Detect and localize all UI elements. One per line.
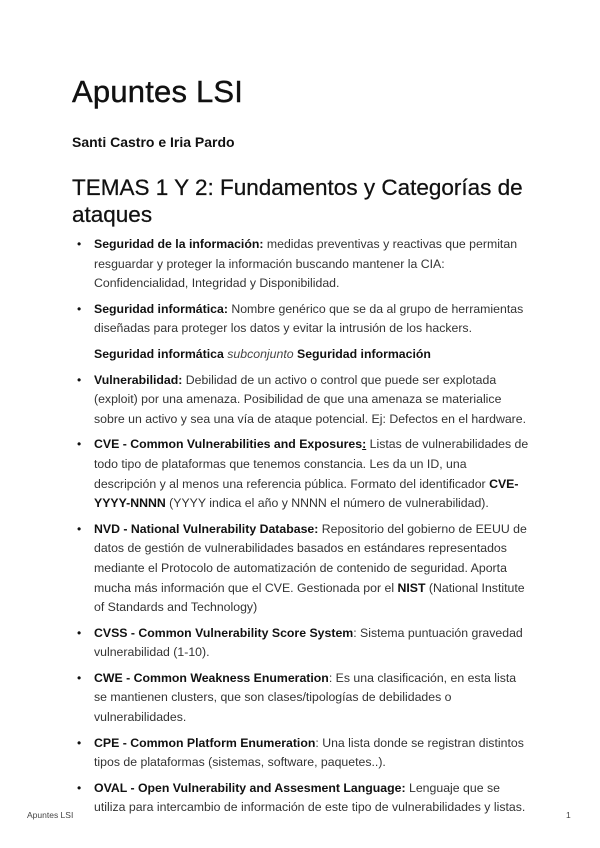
item-term: NVD - National Vulnerability Database: bbox=[94, 521, 319, 536]
list-item bbox=[72, 624, 532, 663]
bullet-icon: • bbox=[77, 670, 82, 685]
list-item bbox=[72, 300, 532, 339]
item-term-suffix: : bbox=[362, 437, 367, 452]
item-text: : Una lista donde se registran distintos tipos de plataformas (sistemas, software, paquetes..). bbox=[94, 735, 524, 770]
item-term: CVSS - Common Vulnerability Score System bbox=[94, 625, 354, 640]
bullet-icon: • bbox=[77, 521, 82, 536]
footer-title: Apuntes LSI bbox=[27, 810, 74, 820]
item-term: CVE - Common Vulnerabilities and Exposures bbox=[94, 437, 363, 452]
item-text: Listas de vulnerabilidades de todo tipo de plataformas que tenemos constancia. Les da un ID, una descripción y al menos una referencia pública. Formato del identificador bbox=[94, 437, 529, 491]
bullet-icon: • bbox=[77, 437, 82, 452]
item-text: Debilidad de un activo o control que puede ser explotada (exploit) por una amenaza. Posibilidad de que una amenaza se materialice sobre un activo y sea una vía de ataque potencial. Ej: Defectos en el hardware. bbox=[94, 372, 527, 426]
page-number: 1 bbox=[566, 810, 571, 820]
item-text: Nombre genérico que se da al grupo de herramientas diseñadas para proteger los datos y evitar la intrusión de los hackers. bbox=[94, 301, 524, 336]
item-term: OVAL - Open Vulnerability and Assesment Language: bbox=[94, 780, 406, 795]
bullet-icon: • bbox=[77, 372, 82, 387]
note-right: Seguridad información bbox=[297, 346, 431, 361]
item-term: CPE - Common Platform Enumeration bbox=[94, 735, 316, 750]
list-item bbox=[72, 520, 532, 618]
list-item bbox=[72, 371, 532, 430]
item-term: Seguridad de la información: bbox=[94, 237, 264, 251]
item-term: CWE - Common Weakness Enumeration bbox=[94, 670, 329, 685]
note-middle: subconjunto bbox=[227, 346, 294, 361]
bullet-icon: • bbox=[77, 625, 82, 640]
item-term: Vulnerabilidad: bbox=[94, 372, 183, 387]
authors-line: Santi Castro e Iria Pardo bbox=[72, 134, 235, 150]
bullet-icon: • bbox=[77, 735, 82, 750]
list-item bbox=[72, 734, 532, 773]
list-item bbox=[72, 235, 532, 294]
list-item bbox=[72, 435, 532, 513]
item-code: NIST bbox=[397, 580, 426, 595]
bullet-icon: • bbox=[77, 780, 82, 795]
item-text: : Sistema puntuación gravedad vulnerabilidad (1-10). bbox=[94, 625, 523, 660]
item-term: Seguridad informática: bbox=[94, 301, 228, 316]
document-title: Apuntes LSI bbox=[72, 74, 244, 109]
item-code: CVE-YYYY-NNNN bbox=[94, 476, 519, 511]
list-item bbox=[72, 779, 532, 818]
item-text: medidas preventivas y reactivas que permitan resguardar y proteger la información buscando mantener la CIA: Confidencialidad, Integridad y Disponibilidad. bbox=[94, 237, 518, 291]
list-item bbox=[72, 669, 532, 728]
note-left: Seguridad informática bbox=[94, 346, 224, 361]
item-text: Repositorio del gobierno de EEUU de datos de gestión de vulnerabilidades basados en estándares representados mediante el Protocolo de automatización de contenido de seguridad. Aporta mucha más información que el CVE. Gestionada por el bbox=[94, 521, 527, 595]
section-title: TEMAS 1 Y 2: Fundamentos y Categorías de ataques bbox=[72, 175, 523, 227]
definition-list bbox=[72, 235, 532, 818]
subset-note bbox=[72, 345, 532, 365]
item-text: Lenguaje que se utiliza para intercambio de información de este tipo de vulnerabilidades y listas. bbox=[94, 780, 526, 815]
bullet-icon: • bbox=[77, 301, 82, 316]
item-text-2: (National Institute of Standards and Technology) bbox=[94, 580, 525, 615]
item-text-2: (YYYY indica el año y NNNN el número de vulnerabilidad). bbox=[165, 496, 489, 511]
item-text: : Es una clasificación, en esta lista se mantienen clusters, que son clases/tipologías de debilidades o vulnerabilidades. bbox=[94, 670, 517, 725]
bullet-icon: • bbox=[77, 237, 82, 251]
